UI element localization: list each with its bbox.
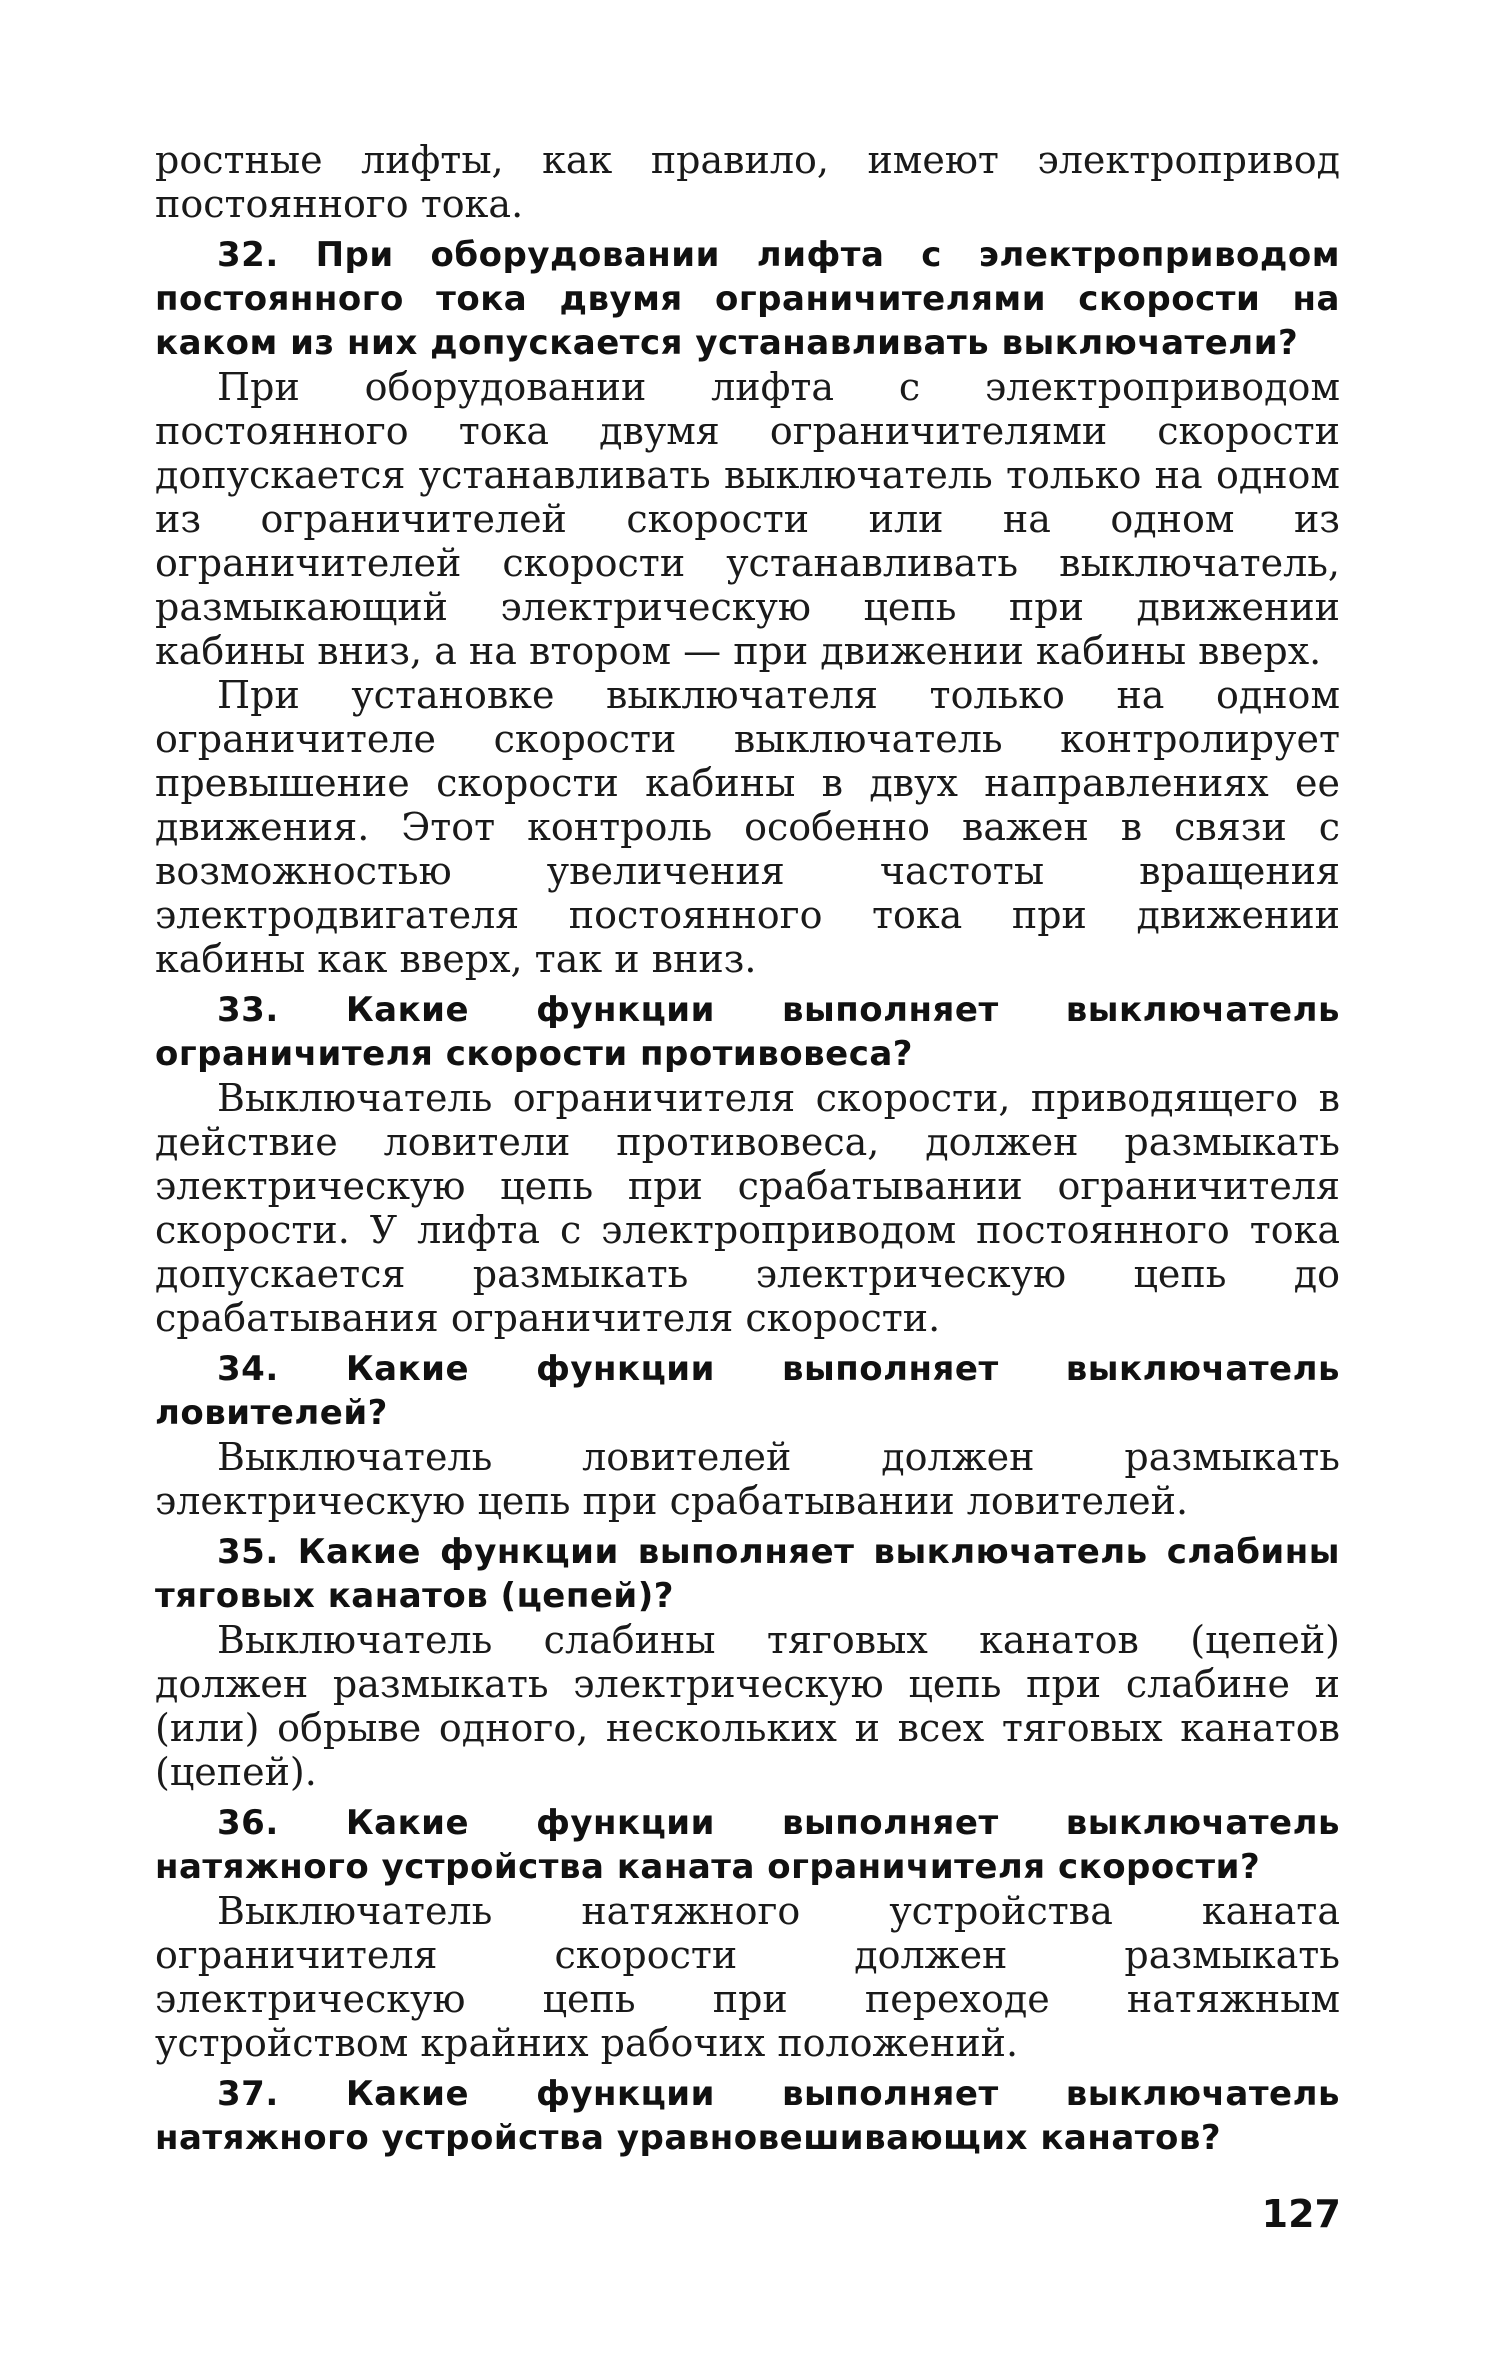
question-37: 37. Какие функции выполняет выключатель натяжного устройства уравновешивающих канатов? — [155, 2074, 1340, 2158]
answer-32-paragraph-2: При установке выключателя только на одном ограничителе скорости выключатель контролирует превышение скорости кабины в двух направлениях ее движения. Этот контроль особенно важен в связи с возможностью увеличения частоты вращения электродвигателя постоянного тока при движении кабины как вверх, так и вниз. — [155, 673, 1340, 981]
page-body — [155, 138, 1340, 2160]
question-33: 33. Какие функции выполняет выключатель ограничителя скорости противовеса? — [155, 990, 1340, 1074]
question-35: 35. Какие функции выполняет выключатель слабины тяговых канатов (цепей)? — [155, 1532, 1340, 1616]
answer-36: Выключатель натяжного устройства каната ограничителя скорости должен размыкать электрическую цепь при переходе натяжным устройством крайних рабочих положений. — [155, 1889, 1340, 2065]
answer-32-paragraph-1: При оборудовании лифта с электроприводом постоянного тока двумя ограничителями скорости допускается устанавливать выключатель только на одном из ограничителей скорости или на одном из ограничителей скорости устанавливать выключатель, размыкающий электрическую цепь при движении кабины вниз, а на втором — при движении кабины вверх. — [155, 365, 1340, 673]
question-36: 36. Какие функции выполняет выключатель натяжного устройства каната ограничителя скорости? — [155, 1803, 1340, 1887]
answer-35: Выключатель слабины тяговых канатов (цепей) должен размыкать электрическую цепь при слабине и (или) обрыве одного, нескольких и всех тяговых канатов (цепей). — [155, 1618, 1340, 1794]
intro-paragraph: ростные лифты, как правило, имеют электропривод постоянного тока. — [155, 138, 1340, 226]
question-34: 34. Какие функции выполняет выключатель ловителей? — [155, 1349, 1340, 1433]
answer-34: Выключатель ловителей должен размыкать электрическую цепь при срабатывании ловителей. — [155, 1435, 1340, 1523]
question-32: 32. При оборудовании лифта с электроприводом постоянного тока двумя ограничителями скорости на каком из них допускается устанавливать выключатели? — [155, 235, 1340, 363]
answer-33: Выключатель ограничителя скорости, приводящего в действие ловители противовеса, должен размыкать электрическую цепь при срабатывании ограничителя скорости. У лифта с электроприводом постоянного тока допускается размыкать электрическую цепь до срабатывания ограничителя скорости. — [155, 1076, 1340, 1340]
page-number: 127 — [1261, 2192, 1341, 2236]
